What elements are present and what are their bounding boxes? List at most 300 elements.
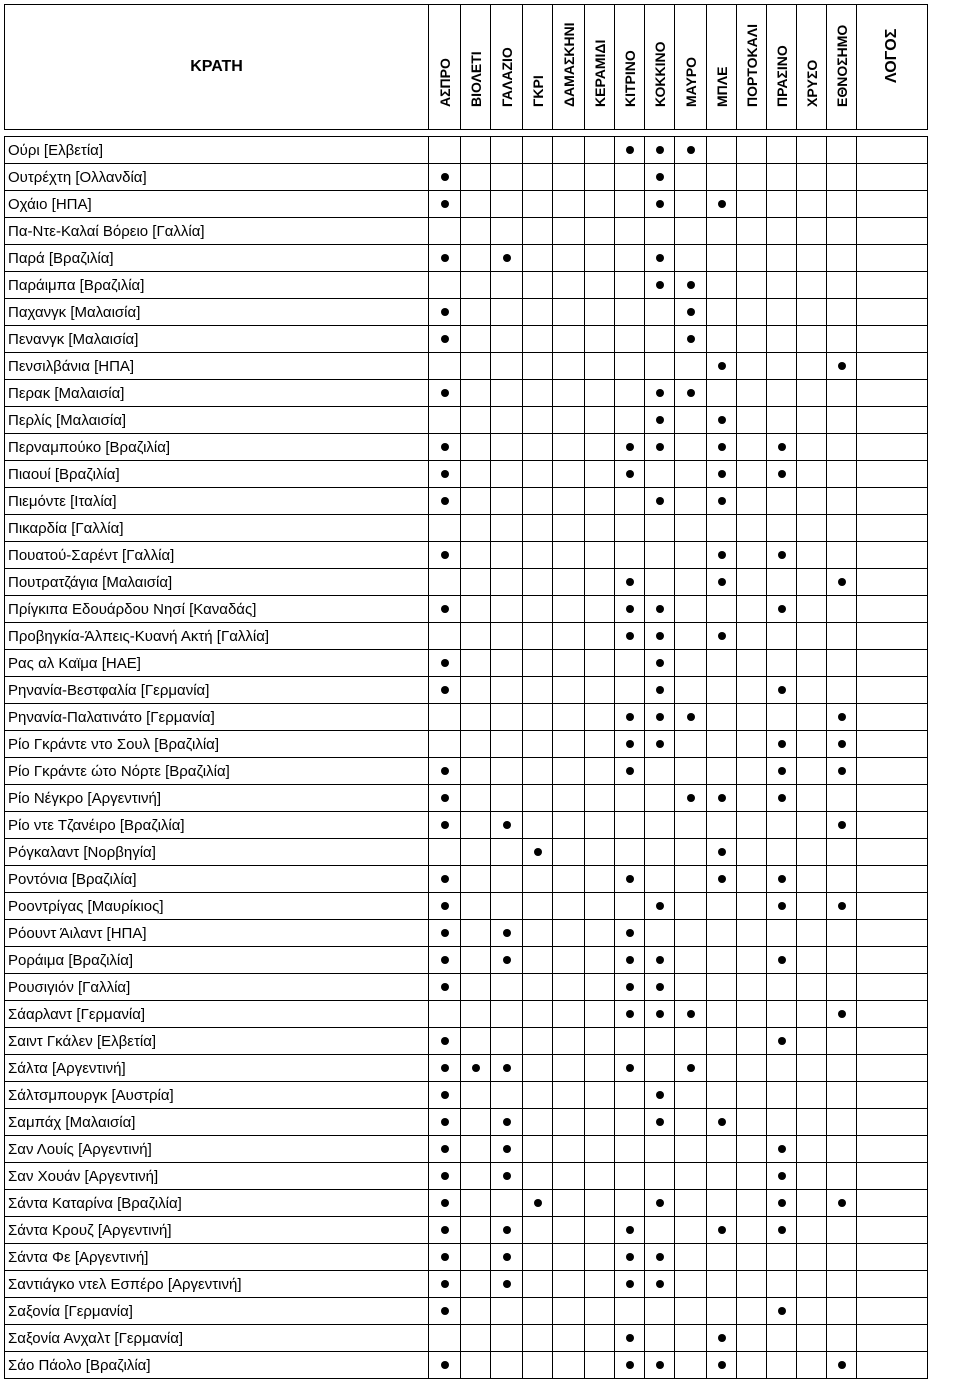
column-header: [827, 5, 857, 130]
color-cell: [737, 137, 767, 164]
color-cell: [523, 1055, 553, 1082]
dot-mark: [626, 740, 634, 748]
color-cell: [523, 920, 553, 947]
table-row: [5, 650, 928, 677]
color-cell: [645, 542, 675, 569]
color-cell: [491, 461, 523, 488]
color-cell: [827, 1352, 857, 1379]
color-cell: [553, 1244, 585, 1271]
color-cell: [585, 1298, 615, 1325]
color-cell: [553, 380, 585, 407]
color-cell: [857, 893, 928, 920]
color-cell: [585, 380, 615, 407]
dot-mark: [778, 551, 786, 559]
color-cell: [615, 974, 645, 1001]
color-cell: [767, 164, 797, 191]
color-cell: [857, 974, 928, 1001]
table-row: [5, 299, 928, 326]
color-cell: [827, 812, 857, 839]
color-cell: [857, 677, 928, 704]
table-row: [5, 164, 928, 191]
color-cell: [737, 1055, 767, 1082]
dot-mark: [441, 983, 449, 991]
color-cell: [491, 1298, 523, 1325]
color-cell: [491, 272, 523, 299]
dot-mark: [838, 362, 846, 370]
color-cell: [615, 1271, 645, 1298]
state-name: Σάλτσμπουργκ [Αυστρία]: [5, 1082, 429, 1109]
color-cell: [737, 380, 767, 407]
color-cell: [553, 1190, 585, 1217]
color-cell: [491, 434, 523, 461]
color-cell: [857, 380, 928, 407]
color-cell: [827, 650, 857, 677]
color-cell: [675, 326, 707, 353]
color-cell: [523, 731, 553, 758]
column-header: [553, 5, 585, 130]
color-cell: [857, 1163, 928, 1190]
color-cell: [523, 812, 553, 839]
color-cell: [461, 137, 491, 164]
color-cell: [491, 758, 523, 785]
table-row: [5, 947, 928, 974]
color-cell: [857, 272, 928, 299]
dot-mark: [778, 605, 786, 613]
color-cell: [675, 542, 707, 569]
color-cell: [707, 1298, 737, 1325]
color-cell: [797, 326, 827, 353]
color-cell: [491, 785, 523, 812]
color-cell: [857, 488, 928, 515]
state-name: Παχανγκ [Μαλαισία]: [5, 299, 429, 326]
column-header: [615, 5, 645, 130]
table-row: [5, 1244, 928, 1271]
dot-mark: [441, 173, 449, 181]
column-label: ΔΑΜΑΣΚΗΝΙ: [560, 22, 577, 107]
color-cell: [523, 488, 553, 515]
color-cell: [523, 1271, 553, 1298]
color-cell: [461, 812, 491, 839]
color-cell: [585, 1055, 615, 1082]
color-cell: [615, 407, 645, 434]
dot-mark: [718, 1334, 726, 1342]
color-cell: [707, 407, 737, 434]
color-cell: [797, 731, 827, 758]
color-cell: [767, 650, 797, 677]
spacer-row: [5, 130, 928, 137]
state-name: Περναμπούκο [Βραζιλία]: [5, 434, 429, 461]
color-cell: [797, 434, 827, 461]
color-cell: [767, 974, 797, 1001]
spacer-cell: [737, 130, 767, 137]
color-cell: [491, 596, 523, 623]
color-cell: [797, 974, 827, 1001]
color-cell: [553, 1298, 585, 1325]
dot-mark: [718, 848, 726, 856]
color-cell: [585, 866, 615, 893]
color-cell: [461, 731, 491, 758]
color-cell: [737, 1136, 767, 1163]
dot-mark: [626, 1253, 634, 1261]
color-cell: [797, 299, 827, 326]
dot-mark: [718, 551, 726, 559]
color-cell: [585, 542, 615, 569]
color-cell: [827, 353, 857, 380]
table-row: [5, 407, 928, 434]
color-cell: [707, 623, 737, 650]
color-cell: [585, 326, 615, 353]
color-cell: [553, 1271, 585, 1298]
column-label: ΜΑΥΡΟ: [682, 56, 699, 107]
state-name: Ρόγκαλαντ [Νορβηγία]: [5, 839, 429, 866]
state-name: Πενσιλβάνια [ΗΠΑ]: [5, 353, 429, 380]
color-cell: [767, 731, 797, 758]
color-cell: [827, 191, 857, 218]
color-cell: [857, 137, 928, 164]
color-cell: [615, 1001, 645, 1028]
color-cell: [767, 812, 797, 839]
color-cell: [707, 974, 737, 1001]
color-cell: [585, 596, 615, 623]
color-cell: [585, 704, 615, 731]
color-cell: [827, 407, 857, 434]
color-cell: [553, 1163, 585, 1190]
dot-mark: [441, 1064, 449, 1072]
color-cell: [797, 1217, 827, 1244]
state-name: Ρηνανία-Βεστφαλία [Γερμανία]: [5, 677, 429, 704]
color-cell: [585, 1190, 615, 1217]
color-cell: [585, 1325, 615, 1352]
color-cell: [675, 1325, 707, 1352]
color-cell: [491, 812, 523, 839]
color-cell: [737, 1028, 767, 1055]
color-cell: [675, 488, 707, 515]
color-cell: [645, 1352, 675, 1379]
color-cell: [523, 461, 553, 488]
dot-mark: [687, 281, 695, 289]
color-cell: [645, 380, 675, 407]
dot-mark: [503, 956, 511, 964]
color-cell: [615, 1325, 645, 1352]
color-cell: [461, 245, 491, 272]
color-cell: [767, 1001, 797, 1028]
color-cell: [461, 1298, 491, 1325]
column-label: ΚΙΤΡΙΝΟ: [621, 50, 638, 107]
table-row: [5, 1298, 928, 1325]
color-cell: [615, 245, 645, 272]
color-cell: [767, 677, 797, 704]
color-cell: [491, 1217, 523, 1244]
color-cell: [523, 164, 553, 191]
color-cell: [585, 569, 615, 596]
table-row: [5, 1001, 928, 1028]
color-cell: [707, 461, 737, 488]
column-header: [675, 5, 707, 130]
color-cell: [797, 1325, 827, 1352]
color-cell: [461, 677, 491, 704]
color-cell: [857, 542, 928, 569]
color-cell: [827, 758, 857, 785]
table-row: [5, 1055, 928, 1082]
color-cell: [707, 218, 737, 245]
state-name: Οχάιο [ΗΠΑ]: [5, 191, 429, 218]
table-row: [5, 191, 928, 218]
color-cell: [675, 677, 707, 704]
color-cell: [767, 1271, 797, 1298]
color-cell: [491, 866, 523, 893]
dot-mark: [626, 875, 634, 883]
color-cell: [461, 1028, 491, 1055]
color-cell: [675, 623, 707, 650]
color-cell: [857, 1298, 928, 1325]
color-cell: [523, 353, 553, 380]
color-cell: [615, 191, 645, 218]
color-cell: [429, 542, 461, 569]
color-cell: [553, 272, 585, 299]
color-cell: [615, 380, 645, 407]
color-cell: [857, 299, 928, 326]
dot-mark: [503, 1172, 511, 1180]
dot-mark: [656, 416, 664, 424]
dot-mark: [718, 632, 726, 640]
color-cell: [523, 974, 553, 1001]
color-cell: [767, 299, 797, 326]
color-cell: [645, 1298, 675, 1325]
color-cell: [707, 1190, 737, 1217]
color-cell: [429, 461, 461, 488]
color-cell: [491, 1190, 523, 1217]
color-cell: [429, 677, 461, 704]
color-cell: [523, 1298, 553, 1325]
dot-mark: [626, 929, 634, 937]
color-cell: [797, 650, 827, 677]
dot-mark: [778, 875, 786, 883]
color-cell: [615, 1163, 645, 1190]
color-cell: [615, 758, 645, 785]
color-cell: [523, 326, 553, 353]
color-cell: [707, 299, 737, 326]
color-cell: [523, 839, 553, 866]
color-cell: [523, 596, 553, 623]
dot-mark: [656, 200, 664, 208]
spacer-cell: [461, 130, 491, 137]
color-cell: [707, 758, 737, 785]
color-cell: [827, 245, 857, 272]
color-cell: [737, 623, 767, 650]
color-cell: [585, 407, 615, 434]
color-cell: [797, 542, 827, 569]
dot-mark: [838, 713, 846, 721]
color-cell: [553, 839, 585, 866]
color-cell: [615, 137, 645, 164]
color-cell: [797, 191, 827, 218]
table-row: [5, 893, 928, 920]
color-cell: [461, 839, 491, 866]
color-cell: [491, 1136, 523, 1163]
color-cell: [827, 1271, 857, 1298]
dot-mark: [534, 848, 542, 856]
color-cell: [615, 326, 645, 353]
color-cell: [767, 272, 797, 299]
color-cell: [615, 785, 645, 812]
color-cell: [523, 542, 553, 569]
color-cell: [797, 1244, 827, 1271]
color-cell: [461, 785, 491, 812]
color-cell: [707, 839, 737, 866]
color-cell: [857, 866, 928, 893]
color-cell: [675, 1028, 707, 1055]
color-cell: [827, 596, 857, 623]
dot-mark: [778, 1037, 786, 1045]
color-cell: [797, 623, 827, 650]
color-cell: [645, 893, 675, 920]
color-cell: [491, 1163, 523, 1190]
color-cell: [827, 1028, 857, 1055]
color-cell: [429, 1352, 461, 1379]
color-cell: [675, 191, 707, 218]
color-cell: [461, 596, 491, 623]
color-cell: [737, 866, 767, 893]
color-cell: [429, 1163, 461, 1190]
column-header: [523, 5, 553, 130]
table-row: [5, 623, 928, 650]
dot-mark: [656, 605, 664, 613]
state-name: Πιεμόντε [Ιταλία]: [5, 488, 429, 515]
dot-mark: [778, 956, 786, 964]
dot-mark: [503, 821, 511, 829]
spacer-cell: [5, 130, 429, 137]
dot-mark: [441, 443, 449, 451]
dot-mark: [472, 1064, 480, 1072]
color-cell: [675, 920, 707, 947]
color-cell: [797, 920, 827, 947]
state-name: Σαξονία [Γερμανία]: [5, 1298, 429, 1325]
color-cell: [707, 272, 737, 299]
dot-mark: [718, 794, 726, 802]
state-name: Ροράιμα [Βραζιλία]: [5, 947, 429, 974]
color-cell: [585, 245, 615, 272]
color-cell: [461, 1325, 491, 1352]
table-row: [5, 758, 928, 785]
table-row: [5, 1271, 928, 1298]
color-cell: [767, 1082, 797, 1109]
color-cell: [675, 353, 707, 380]
color-cell: [491, 407, 523, 434]
color-cell: [827, 1325, 857, 1352]
column-label: ΓΑΛΑΖΙΟ: [498, 47, 515, 107]
color-cell: [461, 353, 491, 380]
color-cell: [707, 785, 737, 812]
color-cell: [675, 1190, 707, 1217]
dot-mark: [441, 956, 449, 964]
state-name: Ρίο Γκράντε ντο Σουλ [Βραζιλία]: [5, 731, 429, 758]
color-cell: [615, 596, 645, 623]
color-cell: [429, 839, 461, 866]
color-cell: [857, 758, 928, 785]
color-cell: [707, 1082, 737, 1109]
dot-mark: [626, 443, 634, 451]
color-cell: [645, 839, 675, 866]
dot-mark: [778, 767, 786, 775]
color-cell: [585, 677, 615, 704]
dot-mark: [441, 821, 449, 829]
color-cell: [675, 164, 707, 191]
color-cell: [797, 245, 827, 272]
color-cell: [645, 785, 675, 812]
color-cell: [615, 731, 645, 758]
color-cell: [797, 947, 827, 974]
color-cell: [827, 704, 857, 731]
color-cell: [461, 272, 491, 299]
color-cell: [675, 974, 707, 1001]
color-cell: [827, 677, 857, 704]
color-cell: [461, 1136, 491, 1163]
color-cell: [707, 866, 737, 893]
color-cell: [461, 1244, 491, 1271]
dot-mark: [626, 1064, 634, 1072]
color-cell: [491, 569, 523, 596]
color-cell: [857, 218, 928, 245]
color-cell: [553, 542, 585, 569]
color-cell: [553, 326, 585, 353]
color-cell: [707, 893, 737, 920]
color-cell: [797, 488, 827, 515]
color-cell: [827, 947, 857, 974]
color-cell: [429, 1298, 461, 1325]
color-cell: [737, 893, 767, 920]
color-cell: [523, 380, 553, 407]
color-cell: [429, 623, 461, 650]
dot-mark: [626, 146, 634, 154]
color-cell: [645, 515, 675, 542]
color-cell: [675, 704, 707, 731]
color-cell: [491, 380, 523, 407]
dot-mark: [656, 713, 664, 721]
color-cell: [737, 1190, 767, 1217]
dot-mark: [687, 713, 695, 721]
color-cell: [523, 677, 553, 704]
color-cell: [429, 920, 461, 947]
color-cell: [491, 1325, 523, 1352]
color-cell: [429, 1244, 461, 1271]
color-cell: [737, 677, 767, 704]
dot-mark: [441, 1253, 449, 1261]
color-cell: [553, 1028, 585, 1055]
color-cell: [429, 1001, 461, 1028]
color-cell: [707, 1136, 737, 1163]
state-name: Σάντα Φε [Αργεντινή]: [5, 1244, 429, 1271]
color-cell: [675, 1136, 707, 1163]
color-cell: [461, 542, 491, 569]
color-cell: [645, 299, 675, 326]
color-cell: [827, 1136, 857, 1163]
color-cell: [553, 1136, 585, 1163]
color-cell: [767, 920, 797, 947]
color-cell: [675, 947, 707, 974]
color-cell: [585, 893, 615, 920]
color-cell: [707, 1271, 737, 1298]
color-cell: [737, 839, 767, 866]
table-row: [5, 1217, 928, 1244]
spacer-cell: [827, 130, 857, 137]
color-cell: [461, 1055, 491, 1082]
color-cell: [827, 380, 857, 407]
color-cell: [429, 704, 461, 731]
color-cell: [585, 650, 615, 677]
color-cell: [737, 731, 767, 758]
color-cell: [737, 326, 767, 353]
table-row: [5, 326, 928, 353]
